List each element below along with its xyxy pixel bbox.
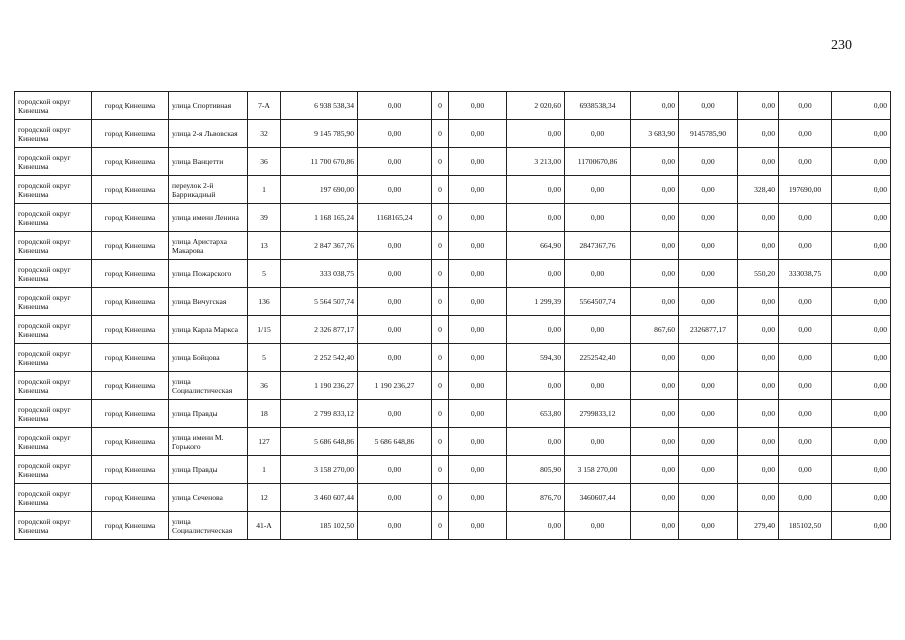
cell-area-3: 0,00 bbox=[738, 288, 779, 316]
cell-value-2: 0,00 bbox=[449, 148, 507, 176]
cell-value-5: 197690,00 bbox=[779, 176, 832, 204]
cell-municipality: городской округ Кинешма bbox=[15, 260, 92, 288]
cell-value-2: 0,00 bbox=[449, 484, 507, 512]
cell-settlement: город Кинешма bbox=[92, 316, 169, 344]
cell-value-2: 0,00 bbox=[449, 344, 507, 372]
cell-value-6: 0,00 bbox=[832, 456, 891, 484]
table-body bbox=[15, 92, 891, 540]
cell-total-cost: 2 252 542,40 bbox=[281, 344, 358, 372]
cell-house-number: 7-А bbox=[248, 92, 281, 120]
cell-municipality: городской округ Кинешма bbox=[15, 372, 92, 400]
cell-value-2: 0,00 bbox=[449, 92, 507, 120]
cell-area-1: 805,90 bbox=[507, 456, 565, 484]
cell-settlement: город Кинешма bbox=[92, 456, 169, 484]
cell-value-1: 0,00 bbox=[358, 288, 432, 316]
cell-street: улица Правды bbox=[169, 456, 248, 484]
cell-value-1: 0,00 bbox=[358, 484, 432, 512]
cell-house-number: 136 bbox=[248, 288, 281, 316]
cell-value-3: 0,00 bbox=[565, 512, 631, 540]
cell-total-cost: 2 799 833,12 bbox=[281, 400, 358, 428]
cell-total-cost: 5 564 507,74 bbox=[281, 288, 358, 316]
cell-settlement: город Кинешма bbox=[92, 232, 169, 260]
cell-area-3: 0,00 bbox=[738, 148, 779, 176]
cell-area-2: 0,00 bbox=[631, 372, 679, 400]
cell-value-2: 0,00 bbox=[449, 372, 507, 400]
cell-settlement: город Кинешма bbox=[92, 484, 169, 512]
cell-value-4: 0,00 bbox=[679, 148, 738, 176]
cell-street: улица Ванцетти bbox=[169, 148, 248, 176]
table-row bbox=[15, 148, 891, 176]
cell-value-4: 0,00 bbox=[679, 428, 738, 456]
cell-value-3: 5564507,74 bbox=[565, 288, 631, 316]
cell-municipality: городской округ Кинешма bbox=[15, 232, 92, 260]
table-row bbox=[15, 204, 891, 232]
cell-total-cost: 1 190 236,27 bbox=[281, 372, 358, 400]
cell-value-2: 0,00 bbox=[449, 456, 507, 484]
cell-house-number: 12 bbox=[248, 484, 281, 512]
cell-value-4: 0,00 bbox=[679, 232, 738, 260]
cell-municipality: городской округ Кинешма bbox=[15, 456, 92, 484]
cell-value-5: 0,00 bbox=[779, 92, 832, 120]
cell-municipality: городской округ Кинешма bbox=[15, 484, 92, 512]
cell-area-2: 0,00 bbox=[631, 288, 679, 316]
cell-area-1: 1 299,39 bbox=[507, 288, 565, 316]
cell-value-5: 0,00 bbox=[779, 456, 832, 484]
page-number: 230 bbox=[831, 38, 852, 53]
cell-street: улица Бойцова bbox=[169, 344, 248, 372]
cell-area-2: 0,00 bbox=[631, 92, 679, 120]
cell-value-3: 11700670,86 bbox=[565, 148, 631, 176]
cell-count: 0 bbox=[432, 148, 449, 176]
cell-settlement: город Кинешма bbox=[92, 512, 169, 540]
cell-value-5: 0,00 bbox=[779, 316, 832, 344]
table-row bbox=[15, 428, 891, 456]
table-row bbox=[15, 456, 891, 484]
cell-value-2: 0,00 bbox=[449, 120, 507, 148]
cell-street: улица Пожарского bbox=[169, 260, 248, 288]
cell-street: улица Вичугская bbox=[169, 288, 248, 316]
cell-value-6: 0,00 bbox=[832, 288, 891, 316]
table-row bbox=[15, 288, 891, 316]
table-row bbox=[15, 344, 891, 372]
cell-area-2: 0,00 bbox=[631, 232, 679, 260]
cell-value-1: 0,00 bbox=[358, 316, 432, 344]
cell-value-4: 9145785,90 bbox=[679, 120, 738, 148]
cell-value-4: 0,00 bbox=[679, 344, 738, 372]
cell-area-1: 0,00 bbox=[507, 120, 565, 148]
cell-settlement: город Кинешма bbox=[92, 428, 169, 456]
cell-value-6: 0,00 bbox=[832, 344, 891, 372]
table-row bbox=[15, 484, 891, 512]
cell-value-3: 6938538,34 bbox=[565, 92, 631, 120]
cell-area-2: 0,00 bbox=[631, 456, 679, 484]
cell-value-4: 0,00 bbox=[679, 288, 738, 316]
cell-value-2: 0,00 bbox=[449, 204, 507, 232]
cell-area-2: 0,00 bbox=[631, 400, 679, 428]
cell-street: улица Спортивная bbox=[169, 92, 248, 120]
cell-value-1: 1168165,24 bbox=[358, 204, 432, 232]
cell-area-1: 0,00 bbox=[507, 512, 565, 540]
cell-area-1: 0,00 bbox=[507, 204, 565, 232]
cell-value-1: 1 190 236,27 bbox=[358, 372, 432, 400]
cell-count: 0 bbox=[432, 204, 449, 232]
cell-area-2: 0,00 bbox=[631, 204, 679, 232]
cell-value-6: 0,00 bbox=[832, 400, 891, 428]
table-row bbox=[15, 372, 891, 400]
cell-value-6: 0,00 bbox=[832, 120, 891, 148]
table-row bbox=[15, 512, 891, 540]
cell-settlement: город Кинешма bbox=[92, 204, 169, 232]
cell-value-2: 0,00 bbox=[449, 512, 507, 540]
cell-area-2: 0,00 bbox=[631, 260, 679, 288]
cell-count: 0 bbox=[432, 316, 449, 344]
cell-street: улица Аристарха Макарова bbox=[169, 232, 248, 260]
cell-value-5: 0,00 bbox=[779, 288, 832, 316]
cell-area-2: 0,00 bbox=[631, 176, 679, 204]
cell-total-cost: 11 700 670,86 bbox=[281, 148, 358, 176]
cell-area-3: 0,00 bbox=[738, 400, 779, 428]
cell-value-6: 0,00 bbox=[832, 148, 891, 176]
cell-value-5: 0,00 bbox=[779, 204, 832, 232]
cell-area-1: 0,00 bbox=[507, 316, 565, 344]
cell-house-number: 5 bbox=[248, 260, 281, 288]
table-row bbox=[15, 316, 891, 344]
cell-count: 0 bbox=[432, 176, 449, 204]
cell-value-3: 0,00 bbox=[565, 372, 631, 400]
cell-total-cost: 6 938 538,34 bbox=[281, 92, 358, 120]
cell-value-4: 0,00 bbox=[679, 260, 738, 288]
cell-total-cost: 1 168 165,24 bbox=[281, 204, 358, 232]
cell-value-4: 2326877,17 bbox=[679, 316, 738, 344]
cell-area-1: 664,90 bbox=[507, 232, 565, 260]
cell-area-3: 0,00 bbox=[738, 484, 779, 512]
cell-value-3: 0,00 bbox=[565, 176, 631, 204]
cell-house-number: 5 bbox=[248, 344, 281, 372]
cell-area-1: 0,00 bbox=[507, 176, 565, 204]
cell-area-3: 0,00 bbox=[738, 316, 779, 344]
cell-area-3: 0,00 bbox=[738, 372, 779, 400]
cell-value-3: 2847367,76 bbox=[565, 232, 631, 260]
cell-value-4: 0,00 bbox=[679, 92, 738, 120]
cell-value-6: 0,00 bbox=[832, 372, 891, 400]
cell-total-cost: 2 326 877,17 bbox=[281, 316, 358, 344]
cell-total-cost: 333 038,75 bbox=[281, 260, 358, 288]
cell-count: 0 bbox=[432, 372, 449, 400]
cell-municipality: городской округ Кинешма bbox=[15, 92, 92, 120]
cell-value-5: 0,00 bbox=[779, 372, 832, 400]
cell-settlement: город Кинешма bbox=[92, 260, 169, 288]
cell-count: 0 bbox=[432, 288, 449, 316]
cell-count: 0 bbox=[432, 120, 449, 148]
cell-area-3: 0,00 bbox=[738, 204, 779, 232]
cell-total-cost: 185 102,50 bbox=[281, 512, 358, 540]
cell-value-6: 0,00 bbox=[832, 512, 891, 540]
cell-area-3: 0,00 bbox=[738, 456, 779, 484]
cell-count: 0 bbox=[432, 512, 449, 540]
cell-count: 0 bbox=[432, 428, 449, 456]
cell-value-2: 0,00 bbox=[449, 260, 507, 288]
cell-value-1: 0,00 bbox=[358, 400, 432, 428]
cell-value-4: 0,00 bbox=[679, 176, 738, 204]
cell-area-1: 876,70 bbox=[507, 484, 565, 512]
cell-area-3: 0,00 bbox=[738, 92, 779, 120]
cell-count: 0 bbox=[432, 456, 449, 484]
cell-municipality: городской округ Кинешма bbox=[15, 400, 92, 428]
cell-value-3: 3460607,44 bbox=[565, 484, 631, 512]
cell-value-5: 0,00 bbox=[779, 484, 832, 512]
cell-value-5: 185102,50 bbox=[779, 512, 832, 540]
cell-area-2: 867,60 bbox=[631, 316, 679, 344]
cell-house-number: 1 bbox=[248, 176, 281, 204]
cell-total-cost: 2 847 367,76 bbox=[281, 232, 358, 260]
cell-value-4: 0,00 bbox=[679, 484, 738, 512]
cell-area-3: 0,00 bbox=[738, 120, 779, 148]
cell-total-cost: 5 686 648,86 bbox=[281, 428, 358, 456]
cell-street: улица имени Ленина bbox=[169, 204, 248, 232]
cell-street: улица Социалистическая bbox=[169, 372, 248, 400]
cell-value-3: 0,00 bbox=[565, 260, 631, 288]
cell-count: 0 bbox=[432, 232, 449, 260]
cell-value-3: 3 158 270,00 bbox=[565, 456, 631, 484]
cell-value-1: 0,00 bbox=[358, 92, 432, 120]
cell-count: 0 bbox=[432, 344, 449, 372]
cell-municipality: городской округ Кинешма bbox=[15, 148, 92, 176]
cell-settlement: город Кинешма bbox=[92, 372, 169, 400]
cell-street: переулок 2-й Баррикадный bbox=[169, 176, 248, 204]
cell-total-cost: 3 158 270,00 bbox=[281, 456, 358, 484]
cell-value-2: 0,00 bbox=[449, 428, 507, 456]
cell-house-number: 36 bbox=[248, 148, 281, 176]
cell-house-number: 1 bbox=[248, 456, 281, 484]
cell-area-2: 0,00 bbox=[631, 428, 679, 456]
cell-settlement: город Кинешма bbox=[92, 176, 169, 204]
cell-value-6: 0,00 bbox=[832, 176, 891, 204]
cell-total-cost: 197 690,00 bbox=[281, 176, 358, 204]
table-row bbox=[15, 120, 891, 148]
cell-value-3: 0,00 bbox=[565, 120, 631, 148]
cell-area-2: 0,00 bbox=[631, 148, 679, 176]
cell-area-3: 550,20 bbox=[738, 260, 779, 288]
table-row bbox=[15, 232, 891, 260]
cell-value-1: 0,00 bbox=[358, 232, 432, 260]
cell-house-number: 13 bbox=[248, 232, 281, 260]
cell-area-3: 328,40 bbox=[738, 176, 779, 204]
cell-value-2: 0,00 bbox=[449, 400, 507, 428]
cell-house-number: 36 bbox=[248, 372, 281, 400]
cell-value-1: 0,00 bbox=[358, 456, 432, 484]
cell-area-3: 0,00 bbox=[738, 428, 779, 456]
cell-area-1: 3 213,00 bbox=[507, 148, 565, 176]
cell-value-6: 0,00 bbox=[832, 92, 891, 120]
cell-area-3: 279,40 bbox=[738, 512, 779, 540]
cell-area-2: 0,00 bbox=[631, 484, 679, 512]
cell-settlement: город Кинешма bbox=[92, 288, 169, 316]
cell-municipality: городской округ Кинешма bbox=[15, 344, 92, 372]
cell-value-5: 0,00 bbox=[779, 120, 832, 148]
cell-value-5: 0,00 bbox=[779, 232, 832, 260]
cell-street: улица Социалистическая bbox=[169, 512, 248, 540]
cell-value-6: 0,00 bbox=[832, 428, 891, 456]
cell-value-4: 0,00 bbox=[679, 456, 738, 484]
cell-value-1: 0,00 bbox=[358, 344, 432, 372]
cell-value-4: 0,00 bbox=[679, 400, 738, 428]
cell-house-number: 1/15 bbox=[248, 316, 281, 344]
cell-municipality: городской округ Кинешма bbox=[15, 204, 92, 232]
cell-area-2: 0,00 bbox=[631, 512, 679, 540]
cell-municipality: городской округ Кинешма bbox=[15, 316, 92, 344]
cell-total-cost: 3 460 607,44 bbox=[281, 484, 358, 512]
cell-area-1: 0,00 bbox=[507, 428, 565, 456]
cell-value-2: 0,00 bbox=[449, 288, 507, 316]
cell-value-2: 0,00 bbox=[449, 316, 507, 344]
cell-house-number: 32 bbox=[248, 120, 281, 148]
cell-value-3: 0,00 bbox=[565, 204, 631, 232]
cell-area-1: 594,30 bbox=[507, 344, 565, 372]
cell-value-5: 333038,75 bbox=[779, 260, 832, 288]
cell-value-6: 0,00 bbox=[832, 316, 891, 344]
cell-value-3: 2252542,40 bbox=[565, 344, 631, 372]
cell-area-1: 0,00 bbox=[507, 372, 565, 400]
cell-area-3: 0,00 bbox=[738, 232, 779, 260]
cell-settlement: город Кинешма bbox=[92, 344, 169, 372]
cell-value-4: 0,00 bbox=[679, 512, 738, 540]
cell-value-1: 5 686 648,86 bbox=[358, 428, 432, 456]
cell-settlement: город Кинешма bbox=[92, 92, 169, 120]
cell-area-1: 653,80 bbox=[507, 400, 565, 428]
cell-settlement: город Кинешма bbox=[92, 120, 169, 148]
cell-value-6: 0,00 bbox=[832, 260, 891, 288]
cell-municipality: городской округ Кинешма bbox=[15, 176, 92, 204]
cell-count: 0 bbox=[432, 484, 449, 512]
cell-area-2: 0,00 bbox=[631, 344, 679, 372]
cell-municipality: городской округ Кинешма bbox=[15, 288, 92, 316]
cell-house-number: 41-А bbox=[248, 512, 281, 540]
cell-value-6: 0,00 bbox=[832, 484, 891, 512]
cell-settlement: город Кинешма bbox=[92, 400, 169, 428]
cell-street: улица 2-я Львовская bbox=[169, 120, 248, 148]
cell-value-3: 0,00 bbox=[565, 428, 631, 456]
cell-value-1: 0,00 bbox=[358, 120, 432, 148]
table-row bbox=[15, 260, 891, 288]
table-row bbox=[15, 176, 891, 204]
cell-street: улица имени М. Горького bbox=[169, 428, 248, 456]
cell-street: улица Сеченова bbox=[169, 484, 248, 512]
cell-house-number: 18 bbox=[248, 400, 281, 428]
cell-value-5: 0,00 bbox=[779, 148, 832, 176]
cell-count: 0 bbox=[432, 400, 449, 428]
cell-value-5: 0,00 bbox=[779, 344, 832, 372]
cell-value-5: 0,00 bbox=[779, 428, 832, 456]
cell-value-6: 0,00 bbox=[832, 232, 891, 260]
cell-value-4: 0,00 bbox=[679, 204, 738, 232]
cell-area-1: 2 020,60 bbox=[507, 92, 565, 120]
cell-value-2: 0,00 bbox=[449, 232, 507, 260]
cell-area-3: 0,00 bbox=[738, 344, 779, 372]
cell-municipality: городской округ Кинешма bbox=[15, 512, 92, 540]
cell-house-number: 127 bbox=[248, 428, 281, 456]
cell-area-1: 0,00 bbox=[507, 260, 565, 288]
cell-municipality: городской округ Кинешма bbox=[15, 120, 92, 148]
table-row bbox=[15, 400, 891, 428]
cell-total-cost: 9 145 785,90 bbox=[281, 120, 358, 148]
cell-street: улица Карла Маркса bbox=[169, 316, 248, 344]
data-table bbox=[14, 91, 891, 540]
table-row bbox=[15, 92, 891, 120]
cell-house-number: 39 bbox=[248, 204, 281, 232]
cell-municipality: городской округ Кинешма bbox=[15, 428, 92, 456]
cell-value-1: 0,00 bbox=[358, 512, 432, 540]
cell-value-4: 0,00 bbox=[679, 372, 738, 400]
cell-value-3: 2799833,12 bbox=[565, 400, 631, 428]
cell-value-2: 0,00 bbox=[449, 176, 507, 204]
cell-value-6: 0,00 bbox=[832, 204, 891, 232]
cell-count: 0 bbox=[432, 260, 449, 288]
cell-street: улица Правды bbox=[169, 400, 248, 428]
cell-area-2: 3 683,90 bbox=[631, 120, 679, 148]
cell-value-1: 0,00 bbox=[358, 176, 432, 204]
cell-value-5: 0,00 bbox=[779, 400, 832, 428]
cell-value-1: 0,00 bbox=[358, 148, 432, 176]
cell-value-3: 0,00 bbox=[565, 316, 631, 344]
cell-count: 0 bbox=[432, 92, 449, 120]
cell-settlement: город Кинешма bbox=[92, 148, 169, 176]
cell-value-1: 0,00 bbox=[358, 260, 432, 288]
